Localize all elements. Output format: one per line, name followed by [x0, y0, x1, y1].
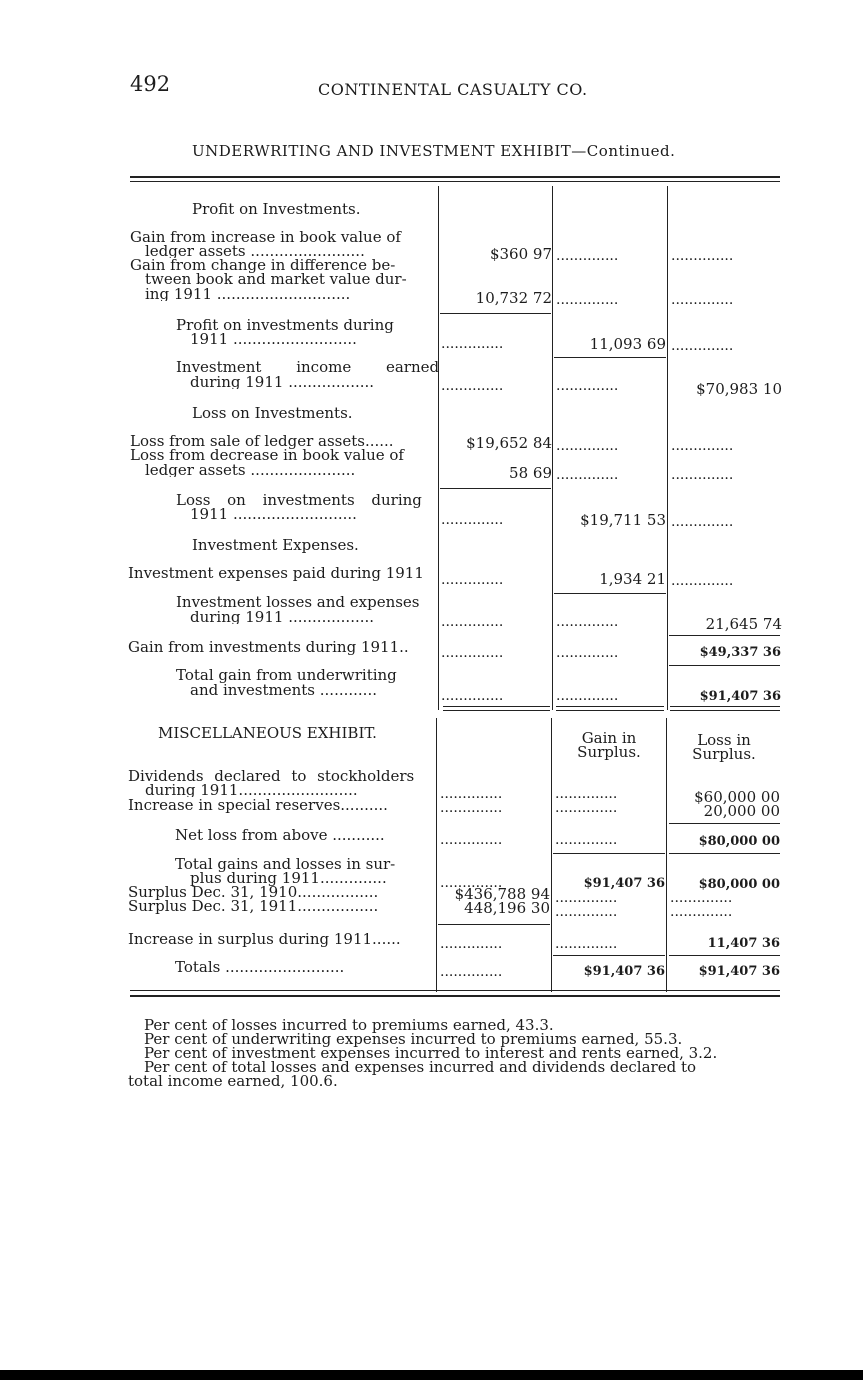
net-loss-line1: Net loss from above ........... — [175, 826, 385, 844]
subtotal-rule — [553, 955, 665, 956]
section-double-rule — [556, 706, 664, 711]
top-rule-2 — [130, 181, 780, 182]
filler: .............. — [555, 832, 618, 848]
gain-difference-line2: tween book and market value dur- — [145, 270, 407, 288]
gain-difference-amount: 10,732 72 — [475, 289, 552, 307]
subtotal-rule — [669, 823, 780, 824]
surplus-1910-amount: $436,788 94 — [454, 885, 550, 903]
subtotal-rule — [669, 955, 780, 956]
surplus-1911-line1: Surplus Dec. 31, 1911................. — [128, 897, 379, 915]
expense-heading: Investment Expenses. — [192, 536, 359, 554]
subtotal-rule — [554, 593, 666, 594]
top-rule — [130, 176, 780, 178]
footnote-line: Per cent of investment expenses incurred to interest and rents earned, 3.2. — [144, 1044, 718, 1062]
filler: .............. — [440, 964, 503, 980]
profit-heading: Profit on Investments. — [192, 200, 361, 218]
filler: .............. — [671, 248, 734, 264]
footnote-line: Per cent of losses incurred to premiums earned, 43.3. — [144, 1016, 554, 1034]
col-divider-1-lower — [436, 718, 437, 992]
loss-sale-amount: $19,652 84 — [466, 434, 552, 452]
filler: .............. — [441, 378, 504, 394]
gain-book-value-line2: ledger assets ........................ — [145, 244, 365, 258]
col-gain-line2: Surplus. — [577, 743, 641, 761]
bottom-rule — [130, 990, 780, 991]
filler: .............. — [555, 800, 618, 816]
gain-difference-line1: Gain from change in difference be- — [130, 256, 396, 274]
loss-sale-line1: Loss from sale of ledger assets...... — [130, 432, 394, 450]
filler: .............. — [556, 688, 619, 704]
filler: .............. — [671, 514, 734, 530]
loss-total-amount: $19,711 53 — [580, 511, 666, 529]
loss-decrease-line1: Loss from decrease in book value of — [130, 446, 404, 464]
col-divider-2-lower — [551, 718, 552, 992]
special-reserves-amount: 20,000 00 — [703, 802, 780, 820]
totals-line1: Totals ......................... — [175, 960, 345, 974]
investment-income-line2: during 1911 .................. — [190, 375, 375, 389]
filler: .............. — [556, 292, 619, 308]
exhibit-title: UNDERWRITING AND INVESTMENT EXHIBIT—Continued. — [192, 142, 676, 160]
filler: .............. — [555, 904, 618, 920]
filler: .............. — [441, 336, 504, 352]
dividends-amount: $60,000 00 — [694, 788, 780, 806]
filler: .............. — [440, 832, 503, 848]
filler: .............. — [671, 467, 734, 483]
col-gain-line1: Gain in — [581, 729, 637, 747]
expenses-paid-line1: Investment expenses paid during 1911 — [128, 564, 424, 582]
gain-investments-amount: $49,337 36 — [699, 645, 781, 660]
surplus-1910-line1: Surplus Dec. 31, 1910................. — [128, 883, 379, 901]
dividends-line2: during 1911......................... — [145, 783, 358, 797]
filler: .............. — [671, 438, 734, 454]
filler: .............. — [556, 645, 619, 661]
filler: .............. — [556, 378, 619, 394]
filler: .............. — [555, 786, 618, 802]
subtotal-rule — [553, 853, 665, 854]
totals-loss-amount: $91,407 36 — [698, 964, 780, 979]
filler: .............. — [671, 573, 734, 589]
subtotal-rule — [440, 313, 551, 314]
footnotes — [128, 1018, 717, 1088]
col-divider-1 — [438, 186, 439, 710]
footnote-line: Per cent of underwriting expenses incurred to premiums earned, 55.3. — [144, 1030, 683, 1048]
filler: .............. — [670, 904, 733, 920]
total-gains-amount: $91,407 36 — [583, 876, 665, 891]
gain-book-value-amount: $360 97 — [489, 245, 552, 263]
filler: .............. — [440, 876, 503, 890]
col-divider-3 — [667, 186, 668, 710]
profit-total-line1: Profit on investments during — [176, 316, 394, 334]
col-divider-2 — [552, 186, 553, 710]
gain-investments-line1: Gain from investments during 1911.. — [128, 638, 409, 656]
footnote-line: Per cent of total losses and expenses incurred and dividends declared to — [144, 1058, 697, 1076]
section-double-rule — [670, 706, 780, 711]
filler: .............. — [440, 936, 503, 952]
filler: .............. — [441, 572, 504, 588]
filler: .............. — [556, 467, 619, 483]
dividends-line1: Dividends declared to stockholders — [128, 767, 415, 785]
col-divider-3-lower — [666, 718, 667, 992]
investment-income-amount: $70,983 10 — [696, 380, 782, 398]
filler: .............. — [556, 438, 619, 454]
filler: .............. — [441, 688, 504, 704]
loss-decrease-amount: 58 69 — [509, 464, 552, 482]
filler: .............. — [556, 614, 619, 630]
gain-book-value-line1: Gain from increase in book value of — [130, 228, 401, 246]
total-gains-losses-line1: Total gains and losses in sur- — [175, 855, 396, 873]
investment-income-line1: Investment income earned — [176, 358, 440, 376]
losses-expenses-amount: 21,645 74 — [705, 615, 782, 633]
losses-expenses-line1: Investment losses and expenses — [176, 593, 420, 611]
subtotal-rule — [669, 853, 780, 854]
total-gain-line1: Total gain from underwriting — [176, 666, 397, 684]
losses-expenses-line2: during 1911 .................. — [190, 610, 375, 624]
filler: .............. — [556, 248, 619, 264]
loss-total-line1: Loss on investments during — [176, 491, 422, 509]
subtotal-rule — [438, 924, 550, 925]
net-loss-amount: $80,000 00 — [698, 834, 780, 849]
section-double-rule — [443, 706, 550, 711]
filler: .............. — [671, 338, 734, 354]
filler: .............. — [670, 890, 733, 906]
filler: .............. — [441, 645, 504, 661]
filler: .............. — [440, 786, 503, 802]
bottom-rule-2 — [130, 995, 780, 997]
col-loss-line2: Surplus. — [692, 745, 756, 763]
filler: .............. — [555, 890, 618, 906]
col-loss-line1: Loss in — [697, 731, 751, 749]
total-gains-losses-line2: plus during 1911.............. — [190, 869, 387, 887]
totals-gain-amount: $91,407 36 — [583, 964, 665, 979]
loss-heading: Loss on Investments. — [192, 404, 353, 422]
gain-difference-line3: ing 1911 ............................ — [145, 287, 351, 301]
total-gain-amount: $91,407 36 — [699, 689, 781, 704]
loss-total-line2: 1911 .......................... — [190, 507, 357, 521]
subtotal-rule — [440, 488, 551, 489]
subtotal-rule — [669, 665, 780, 666]
total-gain-line2: and investments ............ — [190, 683, 377, 697]
subtotal-rule — [669, 635, 780, 636]
filler: .............. — [440, 800, 503, 816]
scan-edge-bar — [0, 1370, 863, 1380]
filler: .............. — [441, 614, 504, 630]
profit-total-line2: 1911 .......................... — [190, 332, 357, 346]
surplus-1911-amount: 448,196 30 — [464, 899, 550, 917]
expenses-paid-amount: 1,934 21 — [599, 570, 666, 588]
running-head: CONTINENTAL CASUALTY CO. — [318, 80, 588, 99]
filler: .............. — [671, 292, 734, 308]
filler: .............. — [555, 936, 618, 952]
profit-total-amount: 11,093 69 — [589, 335, 666, 353]
increase-surplus-line1: Increase in surplus during 1911...... — [128, 930, 401, 948]
footnote-line: total income earned, 100.6. — [128, 1072, 338, 1090]
subtotal-rule — [554, 357, 666, 358]
total-losses-amount: $80,000 00 — [698, 877, 780, 892]
filler: .............. — [441, 512, 504, 528]
increase-surplus-amount: 11,407 36 — [707, 936, 780, 951]
loss-decrease-line2: ledger assets ...................... — [145, 463, 356, 477]
special-reserves-line1: Increase in special reserves.......... — [128, 796, 388, 814]
page-number: 492 — [130, 72, 171, 96]
misc-heading: MISCELLANEOUS EXHIBIT. — [158, 724, 377, 742]
